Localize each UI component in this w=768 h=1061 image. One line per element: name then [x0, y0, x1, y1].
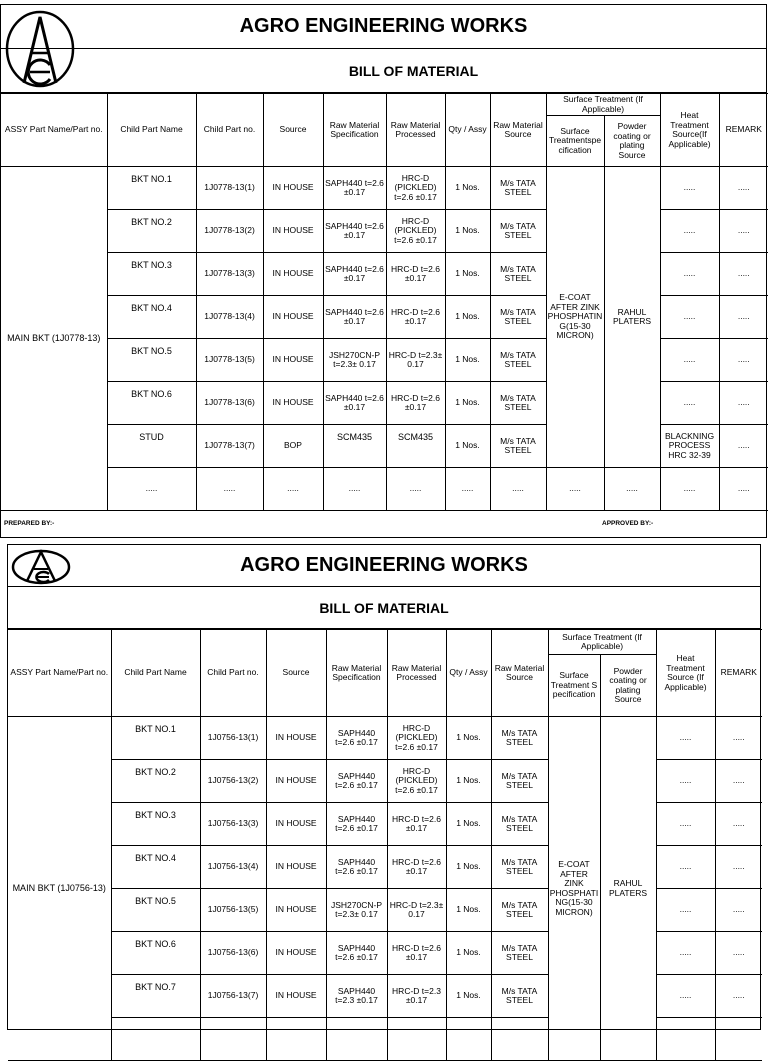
raw-proc: HRC-D t=2.6 ±0.17 — [386, 382, 445, 425]
bom-sheet-2 — [7, 544, 761, 1030]
child-part-name: BKT NO.5 — [111, 889, 200, 932]
child-part-name: STUD — [107, 425, 196, 468]
child-part-name: BKT NO.2 — [111, 760, 200, 803]
header-remark: REMARK — [719, 94, 768, 167]
raw-proc: HRC-D t=2.3± 0.17 — [386, 339, 445, 382]
remark: ..... — [715, 803, 762, 846]
raw-proc: HRC-D (PICKLED) t=2.6 ±0.17 — [386, 210, 445, 253]
heat-treatment: ..... — [656, 932, 715, 975]
company-header — [1, 5, 766, 49]
heat-treatment: BLACKNING PROCESS HRC 32-39 — [660, 425, 719, 468]
qty: 1 Nos. — [446, 975, 491, 1018]
child-part-no: 1J0778-13(5) — [196, 339, 263, 382]
qty: 1 Nos. — [445, 425, 490, 468]
remark: ..... — [719, 425, 768, 468]
raw-proc: SCM435 — [386, 425, 445, 468]
blank-cell: ..... — [107, 468, 196, 511]
qty: 1 Nos. — [445, 253, 490, 296]
powder-source: RAHUL PLATERS — [600, 717, 656, 1061]
blank-cell: ..... — [263, 468, 323, 511]
blank-cell: ..... — [445, 468, 490, 511]
raw-spec: SAPH440 t=2.6 ±0.17 — [323, 253, 386, 296]
child-part-name: BKT NO.3 — [107, 253, 196, 296]
raw-source: M/s TATA STEEL — [490, 253, 546, 296]
remark: ..... — [719, 339, 768, 382]
header-raw-source: Raw Material Source — [491, 630, 548, 717]
child-part-no: 1J0778-13(6) — [196, 382, 263, 425]
blank-cell: ..... — [196, 468, 263, 511]
qty: 1 Nos. — [445, 382, 490, 425]
raw-spec: JSH270CN-P t=2.3± 0.17 — [323, 339, 386, 382]
raw-proc: HRC-D t=2.6 ±0.17 — [387, 932, 446, 975]
raw-source: M/s TATA STEEL — [490, 210, 546, 253]
header-raw-spec: Raw Material Specification — [323, 94, 386, 167]
remark: ..... — [719, 296, 768, 339]
heat-treatment: ..... — [660, 339, 719, 382]
blank-cell: ..... — [604, 468, 660, 511]
surface-treatment: E-COAT AFTER ZINK PHOSPHATI NG(15-30 MICRON) — [548, 717, 600, 1061]
raw-proc: HRC-D (PICKLED) t=2.6 ±0.17 — [386, 167, 445, 210]
child-part-name: BKT NO.3 — [111, 803, 200, 846]
source: IN HOUSE — [266, 803, 326, 846]
remark: ..... — [715, 932, 762, 975]
child-part-name: BKT NO.6 — [111, 932, 200, 975]
header-heat: Heat Treatment Source (If Applicable) — [656, 630, 715, 717]
header-child-name: Child Part Name — [107, 94, 196, 167]
heat-treatment: ..... — [656, 760, 715, 803]
raw-spec: SAPH440 t=2.6 ±0.17 — [323, 167, 386, 210]
heat-treatment: ..... — [656, 803, 715, 846]
bom-sheet-1 — [0, 4, 767, 538]
raw-proc: HRC-D t=2.6 ±0.17 — [386, 296, 445, 339]
source: IN HOUSE — [263, 167, 323, 210]
child-part-no: 1J0756-13(5) — [200, 889, 266, 932]
source: IN HOUSE — [263, 210, 323, 253]
document-title — [1, 49, 766, 93]
blank-cell: ..... — [660, 468, 719, 511]
raw-proc: HRC-D (PICKLED) t=2.6 ±0.17 — [387, 717, 446, 760]
source: IN HOUSE — [266, 932, 326, 975]
header-raw-proc: Raw Material Processed — [386, 94, 445, 167]
child-part-no: 1J0756-13(7) — [200, 975, 266, 1018]
header-child-name: Child Part Name — [111, 630, 200, 717]
heat-treatment: ..... — [660, 253, 719, 296]
remark: ..... — [715, 760, 762, 803]
raw-proc: HRC-D t=2.6 ±0.17 — [387, 803, 446, 846]
source: IN HOUSE — [263, 253, 323, 296]
raw-source: M/s TATA STEEL — [490, 167, 546, 210]
raw-spec: SAPH440 t=2.6 ±0.17 — [326, 717, 387, 760]
raw-spec: JSH270CN-P t=2.3± 0.17 — [326, 889, 387, 932]
child-part-no: 1J0778-13(2) — [196, 210, 263, 253]
child-part-name: BKT NO.5 — [107, 339, 196, 382]
qty: 1 Nos. — [445, 210, 490, 253]
powder-source: RAHUL PLATERS — [604, 167, 660, 468]
raw-source: M/s TATA STEEL — [490, 425, 546, 468]
child-part-no: 1J0756-13(2) — [200, 760, 266, 803]
raw-source: M/s TATA STEEL — [490, 296, 546, 339]
child-part-name: BKT NO.1 — [107, 167, 196, 210]
header-raw-spec: Raw Material Specification — [326, 630, 387, 717]
remark: ..... — [719, 167, 768, 210]
child-part-no: 1J0756-13(4) — [200, 846, 266, 889]
header-assy: ASSY Part Name/Part no. — [8, 630, 111, 717]
header-surface-group: Surface Treatment (If Applicable) — [546, 94, 660, 116]
qty: 1 Nos. — [446, 717, 491, 760]
raw-spec: SCM435 — [323, 425, 386, 468]
source: IN HOUSE — [266, 889, 326, 932]
raw-source: M/s TATA STEEL — [491, 889, 548, 932]
surface-treatment: E-COAT AFTER ZINK PHOSPHATIN G(15-30 MICRON) — [546, 167, 604, 468]
raw-spec: SAPH440 t=2.6 ±0.17 — [326, 760, 387, 803]
child-part-name: BKT NO.1 — [111, 717, 200, 760]
assy-name: MAIN BKT (1J0778-13) — [1, 167, 107, 511]
child-part-no: 1J0756-13(6) — [200, 932, 266, 975]
remark: ..... — [715, 846, 762, 889]
heat-treatment: ..... — [656, 717, 715, 760]
source: BOP — [263, 425, 323, 468]
heat-treatment: ..... — [656, 975, 715, 1018]
header-surface-group: Surface Treatment (If Applicable) — [548, 630, 656, 655]
header-powder: Powder coating or plating Source — [600, 655, 656, 717]
child-part-no: 1J0778-13(1) — [196, 167, 263, 210]
raw-source: M/s TATA STEEL — [491, 846, 548, 889]
source: IN HOUSE — [266, 846, 326, 889]
raw-proc: HRC-D t=2.3 ±0.17 — [387, 975, 446, 1018]
raw-spec: SAPH440 t=2.6 ±0.17 — [326, 932, 387, 975]
child-part-no: 1J0778-13(4) — [196, 296, 263, 339]
child-part-name: BKT NO.7 — [111, 975, 200, 1018]
header-qty: Qty / Assy — [445, 94, 490, 167]
qty: 1 Nos. — [446, 846, 491, 889]
document-title — [8, 587, 760, 629]
remark: ..... — [715, 975, 762, 1018]
blank-cell: ..... — [719, 468, 768, 511]
document-title-text: BILL OF MATERIAL — [348, 63, 479, 79]
raw-source: M/s TATA STEEL — [490, 382, 546, 425]
heat-treatment: ..... — [660, 382, 719, 425]
heat-treatment: ..... — [656, 889, 715, 932]
source: IN HOUSE — [263, 382, 323, 425]
raw-spec: SAPH440 t=2.6 ±0.17 — [323, 382, 386, 425]
header-source: Source — [263, 94, 323, 167]
blank-cell: ..... — [490, 468, 546, 511]
header-heat: Heat Treatment Source(If Applicable) — [660, 94, 719, 167]
raw-proc: HRC-D t=2.6 ±0.17 — [387, 846, 446, 889]
blank-cell: ..... — [386, 468, 445, 511]
source: IN HOUSE — [266, 717, 326, 760]
document-title-text: BILL OF MATERIAL — [319, 600, 449, 616]
signature-footer — [4, 520, 763, 527]
raw-proc: HRC-D t=2.6 ±0.17 — [386, 253, 445, 296]
raw-source: M/s TATA STEEL — [491, 760, 548, 803]
company-name: AGRO ENGINEERING WORKS — [239, 15, 528, 37]
raw-source: M/s TATA STEEL — [491, 803, 548, 846]
raw-proc: HRC-D (PICKLED) t=2.6 ±0.17 — [387, 760, 446, 803]
raw-proc: HRC-D t=2.3± 0.17 — [387, 889, 446, 932]
prepared-by-label: PREPARED BY:- — [4, 520, 55, 527]
raw-source: M/s TATA STEEL — [491, 975, 548, 1018]
child-part-name: BKT NO.2 — [107, 210, 196, 253]
header-source: Source — [266, 630, 326, 717]
raw-spec: SAPH440 t=2.6 ±0.17 — [323, 210, 386, 253]
qty: 1 Nos. — [446, 932, 491, 975]
header-child-no: Child Part no. — [200, 630, 266, 717]
blank-cell: ..... — [546, 468, 604, 511]
header-raw-proc: Raw Material Processed — [387, 630, 446, 717]
blank-cell: ..... — [323, 468, 386, 511]
child-part-no: 1J0756-13(1) — [200, 717, 266, 760]
bom-table — [8, 629, 762, 1061]
child-part-name: BKT NO.4 — [111, 846, 200, 889]
source: IN HOUSE — [263, 296, 323, 339]
remark: ..... — [715, 889, 762, 932]
child-part-name: BKT NO.6 — [107, 382, 196, 425]
remark: ..... — [715, 717, 762, 760]
qty: 1 Nos. — [446, 889, 491, 932]
raw-source: M/s TATA STEEL — [491, 717, 548, 760]
company-name: AGRO ENGINEERING WORKS — [240, 554, 528, 576]
bom-table — [1, 93, 768, 511]
raw-spec: SAPH440 t=2.6 ±0.17 — [326, 803, 387, 846]
raw-spec: SAPH440 t=2.6 ±0.17 — [326, 846, 387, 889]
child-part-no: 1J0756-13(3) — [200, 803, 266, 846]
remark: ..... — [719, 382, 768, 425]
remark: ..... — [719, 253, 768, 296]
raw-source: M/s TATA STEEL — [490, 339, 546, 382]
qty: 1 Nos. — [446, 760, 491, 803]
header-surface-spec: Surface Treatmentspe cification — [546, 116, 604, 167]
heat-treatment: ..... — [660, 296, 719, 339]
raw-spec: SAPH440 t=2.3 ±0.17 — [326, 975, 387, 1018]
company-header — [8, 545, 760, 587]
header-child-no: Child Part no. — [196, 94, 263, 167]
header-powder: Powder coating or plating Source — [604, 116, 660, 167]
source: IN HOUSE — [266, 760, 326, 803]
source: IN HOUSE — [263, 339, 323, 382]
qty: 1 Nos. — [445, 339, 490, 382]
raw-spec: SAPH440 t=2.6 ±0.17 — [323, 296, 386, 339]
header-remark: REMARK — [715, 630, 762, 717]
remark: ..... — [719, 210, 768, 253]
qty: 1 Nos. — [445, 167, 490, 210]
raw-source: M/s TATA STEEL — [491, 932, 548, 975]
header-assy: ASSY Part Name/Part no. — [1, 94, 107, 167]
header-surface-spec: Surface Treatment S pecification — [548, 655, 600, 717]
child-part-no: 1J0778-13(3) — [196, 253, 263, 296]
source: IN HOUSE — [266, 975, 326, 1018]
heat-treatment: ..... — [660, 167, 719, 210]
assy-name: MAIN BKT (1J0756-13) — [8, 717, 111, 1061]
child-part-no: 1J0778-13(7) — [196, 425, 263, 468]
heat-treatment: ..... — [660, 210, 719, 253]
qty: 1 Nos. — [446, 803, 491, 846]
header-qty: Qty / Assy — [446, 630, 491, 717]
qty: 1 Nos. — [445, 296, 490, 339]
heat-treatment: ..... — [656, 846, 715, 889]
approved-by-label: APPROVED BY:- — [602, 520, 654, 527]
header-raw-source: Raw Material Source — [490, 94, 546, 167]
child-part-name: BKT NO.4 — [107, 296, 196, 339]
